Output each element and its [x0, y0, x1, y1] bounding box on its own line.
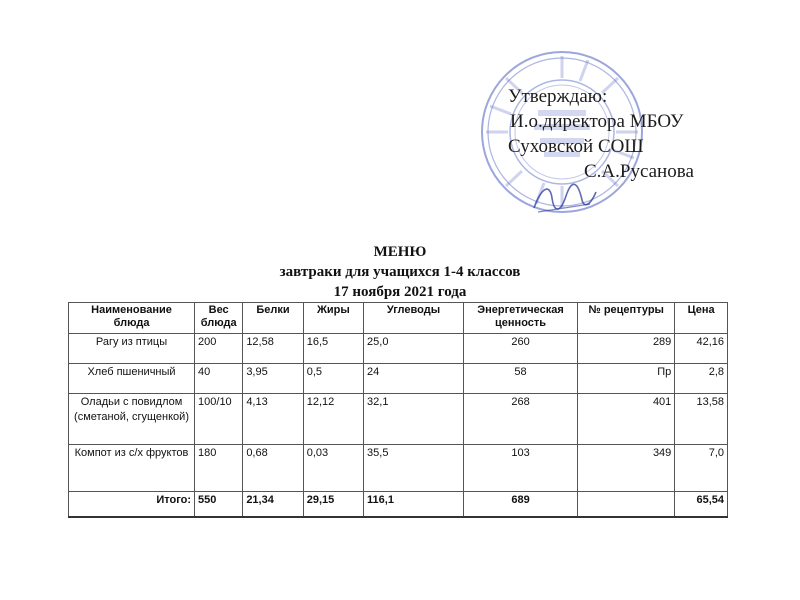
cell-price: 7,0 — [675, 445, 728, 492]
menu-table — [68, 302, 728, 518]
header-carbs: Углеводы — [364, 303, 464, 334]
cell-proteins: 3,95 — [243, 364, 303, 394]
cell-recipe: 401 — [578, 394, 675, 445]
table-header-row — [69, 303, 728, 334]
cell-carbs: 35,5 — [364, 445, 464, 492]
approval-block — [470, 48, 710, 228]
header-fats: Жиры — [303, 303, 363, 334]
cell-name: Рагу из птицы — [69, 334, 195, 364]
page-title: МЕНЮ — [373, 244, 427, 260]
header-name: Наименование блюда — [69, 303, 195, 334]
page-date: 17 ноября 2021 года — [333, 284, 467, 300]
cell-price: 2,8 — [675, 364, 728, 394]
header-proteins: Белки — [243, 303, 303, 334]
table-total-row — [69, 492, 728, 518]
cell-name: Хлеб пшеничный — [69, 364, 195, 394]
cell-energy: 58 — [463, 364, 577, 394]
approval-heading: Утверждаю: — [508, 86, 608, 107]
cell-weight: 40 — [195, 364, 243, 394]
total-fats: 29,15 — [303, 492, 363, 518]
cell-recipe: 289 — [578, 334, 675, 364]
cell-fats: 16,5 — [303, 334, 363, 364]
page-subtitle: завтраки для учащихся 1-4 классов — [279, 264, 521, 280]
header-energy: Энергетическая ценность — [463, 303, 577, 334]
approval-position: И.о.директора МБОУ — [510, 111, 684, 132]
header-price: Цена — [675, 303, 728, 334]
total-label: Итого: — [69, 492, 195, 518]
approval-signer: С.А.Русанова — [584, 161, 694, 182]
cell-price: 42,16 — [675, 334, 728, 364]
cell-name: Компот из с/х фруктов — [69, 445, 195, 492]
cell-weight: 200 — [195, 334, 243, 364]
approval-text — [508, 84, 694, 184]
cell-proteins: 12,58 — [243, 334, 303, 364]
header-recipe: № рецептуры — [578, 303, 675, 334]
cell-fats: 12,12 — [303, 394, 363, 445]
total-proteins: 21,34 — [243, 492, 303, 518]
approval-school: Суховской СОШ — [508, 136, 644, 157]
cell-carbs: 32,1 — [364, 394, 464, 445]
cell-weight: 100/10 — [195, 394, 243, 445]
cell-carbs: 25,0 — [364, 334, 464, 364]
total-weight: 550 — [195, 492, 243, 518]
cell-energy: 103 — [463, 445, 577, 492]
cell-recipe: 349 — [578, 445, 675, 492]
cell-recipe: Пр — [578, 364, 675, 394]
cell-price: 13,58 — [675, 394, 728, 445]
table-row — [69, 334, 728, 364]
cell-weight: 180 — [195, 445, 243, 492]
header-weight: Вес блюда — [195, 303, 243, 334]
total-carbs: 116,1 — [364, 492, 464, 518]
total-energy: 689 — [463, 492, 577, 518]
cell-carbs: 24 — [364, 364, 464, 394]
cell-energy: 260 — [463, 334, 577, 364]
cell-proteins: 0,68 — [243, 445, 303, 492]
cell-fats: 0,5 — [303, 364, 363, 394]
table-row — [69, 394, 728, 445]
table-row — [69, 445, 728, 492]
cell-name: Оладьи с повидлом (сметаной, сгущенкой) — [69, 394, 195, 445]
total-recipe — [578, 492, 675, 518]
cell-proteins: 4,13 — [243, 394, 303, 445]
total-price: 65,54 — [675, 492, 728, 518]
cell-fats: 0,03 — [303, 445, 363, 492]
cell-energy: 268 — [463, 394, 577, 445]
table-row — [69, 364, 728, 394]
signature-icon — [530, 178, 600, 218]
